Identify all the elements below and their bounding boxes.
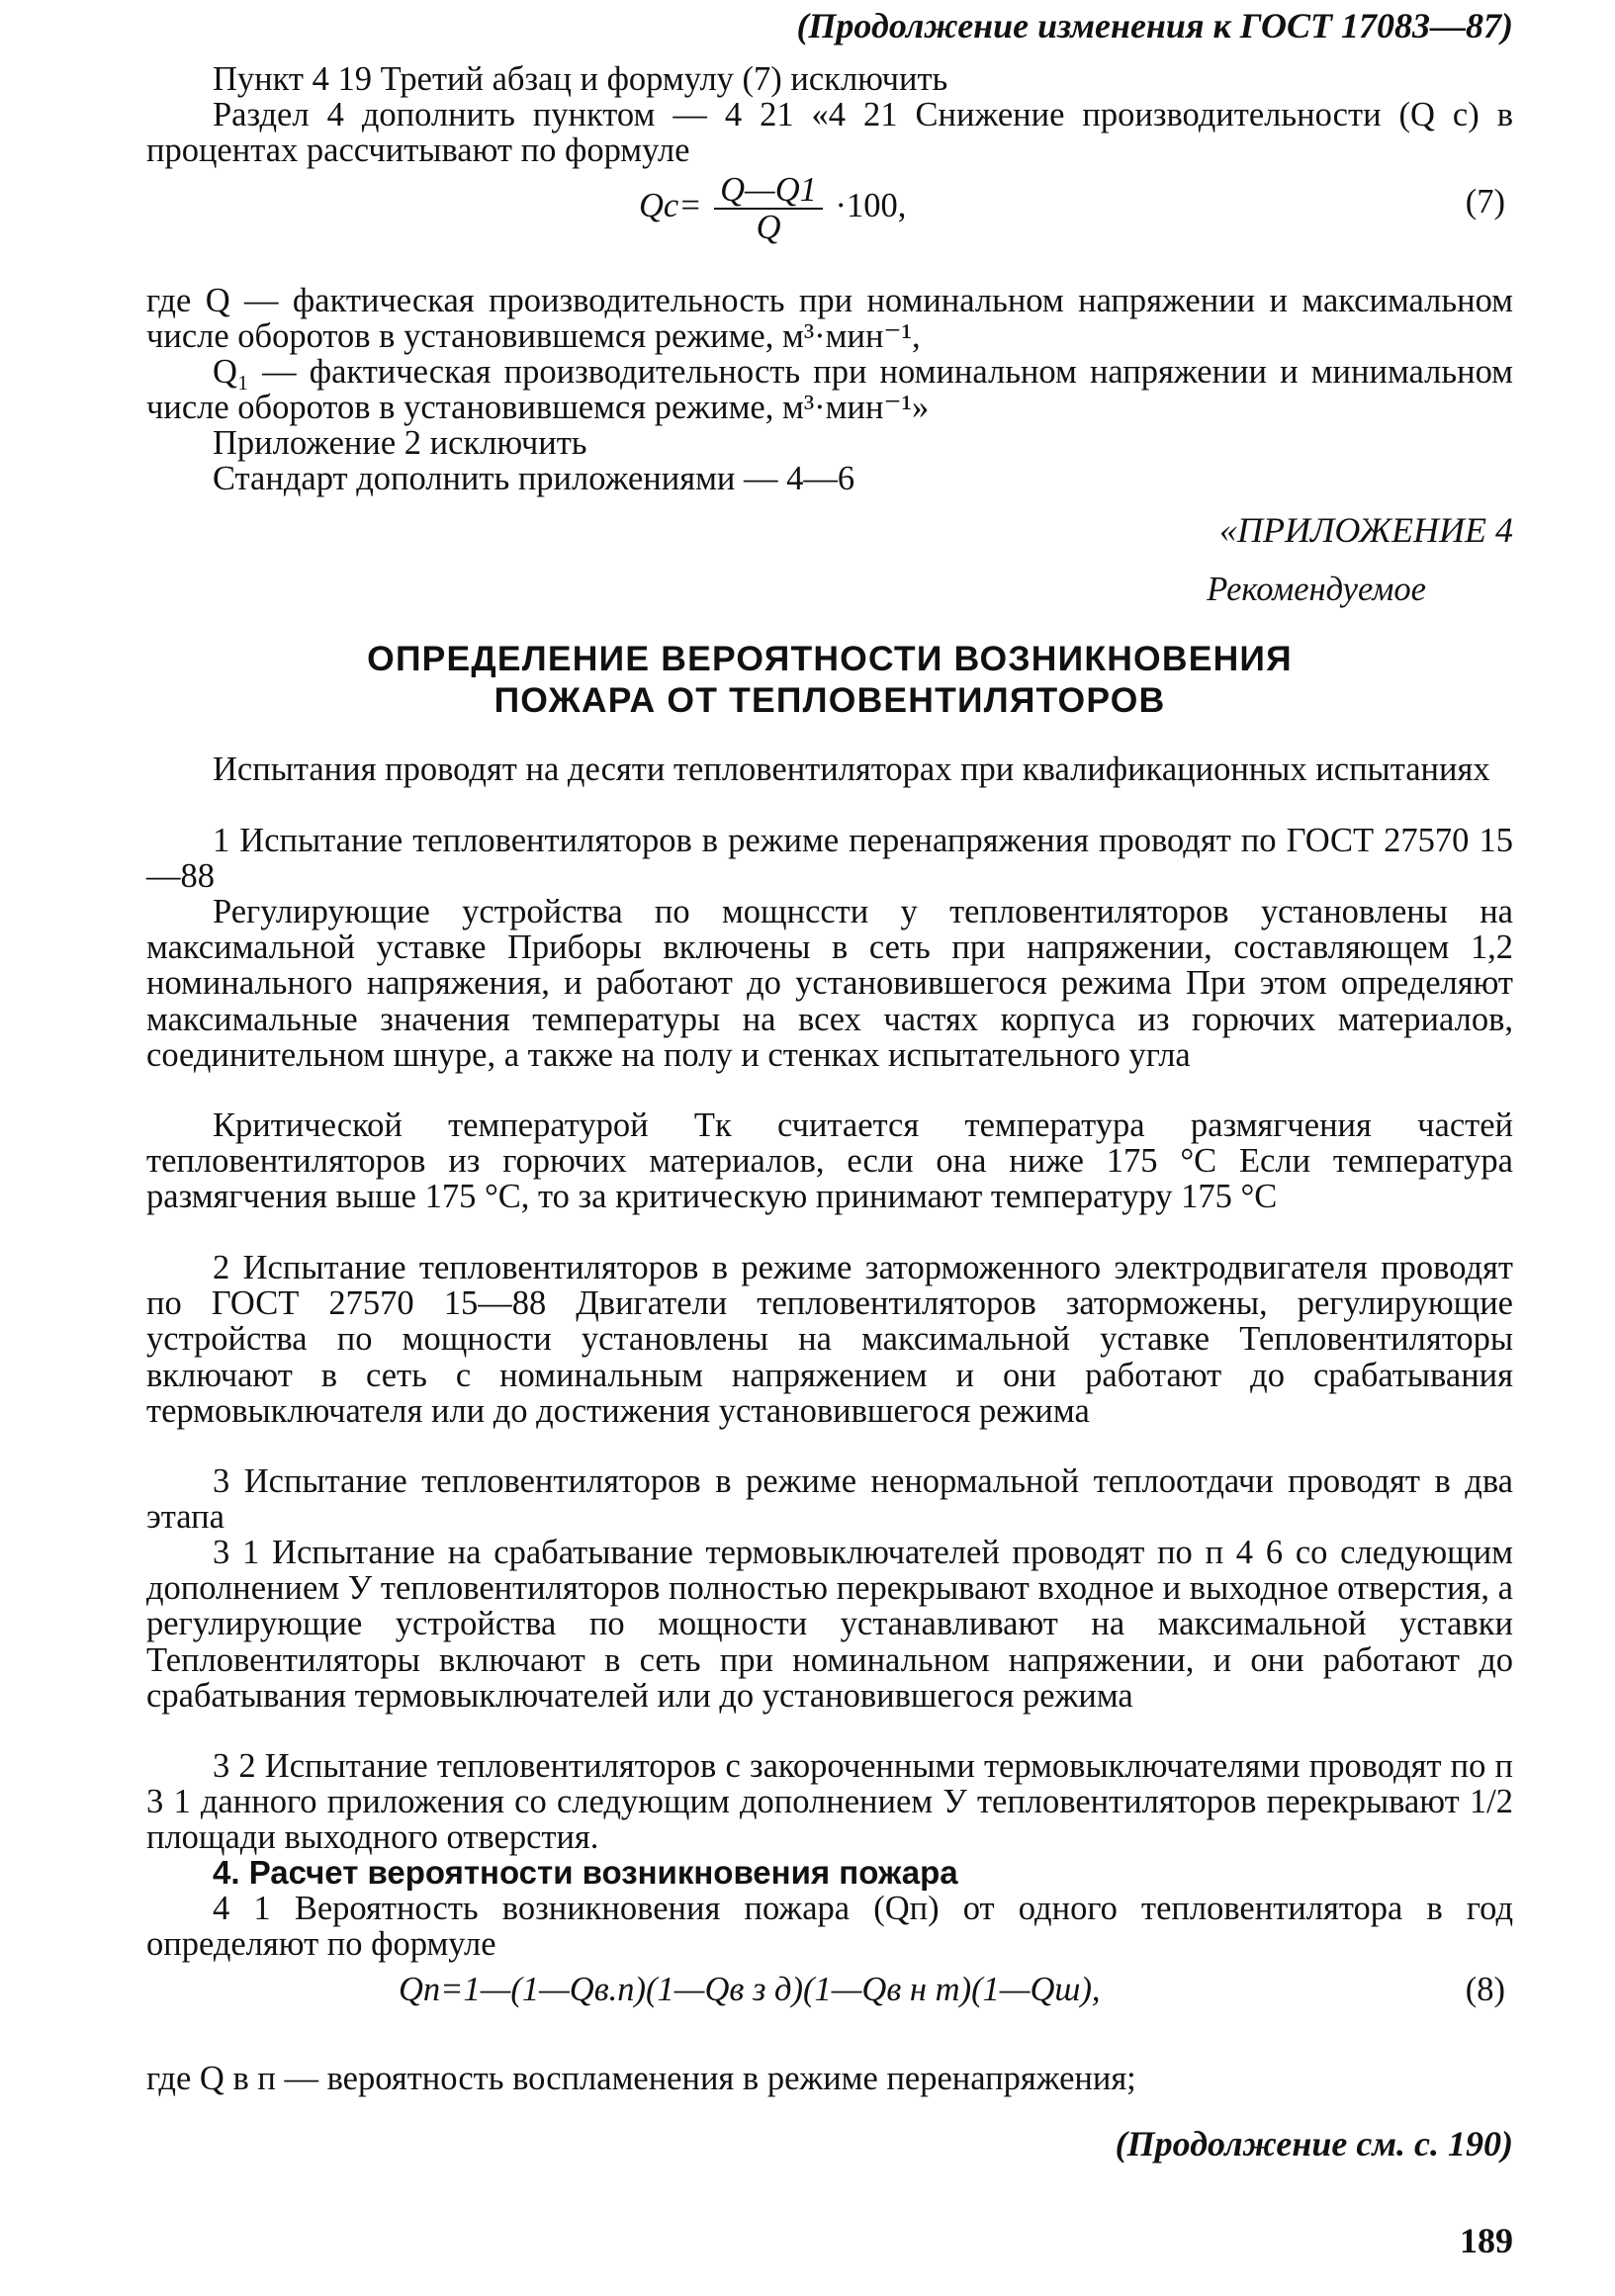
paragraph-item-3: 3 Испытание тепловентиляторов в режиме ненормальной теплоотдачи проводят в два этапа <box>146 1462 1513 1537</box>
appendix-status: Рекомендуемое <box>1207 571 1426 608</box>
paragraph-intro: Испытания проводят на десяти тепловентиляторах при квалификационных испытаниях <box>213 751 1490 788</box>
appendix-label: «ПРИЛОЖЕНИЕ 4 <box>1219 510 1513 550</box>
paragraph-regulators: Регулирующие устройства по мощнссти у тепловентиляторов установлены на максимальной уставке Приборы включены в сеть при напряжении, составляющем 1,2 номинального напряжения, и работают до установившегося режима При этом определяют максимальные значения температуры на всех частях корпуса из горючих материалов, соединительном шнуре, а также на полу и стенках испытательного угла <box>146 893 1513 1074</box>
paragraph-critical-temperature: Критической температурой Tк считается температура размягчения частей тепловентиляторов из горючих материалов, если она ниже 175 °С Если температура размягчения выше 175 °С, то за критическую принимают температуру 175 °С <box>146 1106 1513 1216</box>
formula-8-expression: Qп=1—(1—Qв.п)(1—Qв з д)(1—Qв н т)(1—Qш), <box>399 1971 1101 2008</box>
paragraph-item-3-1: 3 1 Испытание на срабатывание термовыключателей проводят по п 4 6 со следующим дополнением У тепловентиляторов полностью перекрывают входное и выходное отверстия, а регулирующие устройства по мощности устанавливают на максимальной уставки Тепловентиляторы включают в сеть при номинальном напряжении, и они работают до срабатывания термовыключателей или до установившегося режима <box>146 1534 1513 1715</box>
paragraph-section-4-addition: Раздел 4 дополнить пунктом — 4 21 «4 21 Снижение производительности (Q c) в процентах рассчитывают по формуле <box>146 96 1513 170</box>
paragraph-add-appendices: Стандарт дополнить приложениями — 4—6 <box>213 460 855 497</box>
paragraph-appendix-2-removed: Приложение 2 исключить <box>213 424 587 462</box>
paragraph-where-q: где Q — фактическая производительность при номинальном напряжении и максимальном числе оборотов в установившемся режиме, м³·мин⁻¹, <box>146 282 1513 356</box>
formula-7-fraction <box>714 171 823 246</box>
paragraph-item-2: 2 Испытание тепловентиляторов в режиме заторможенного электродвигателя проводят по ГОСТ 27570 15—88 Двигатели тепловентиляторов заторможены, регулирующие устройства по мощности установлены на максимальной уставке Тепловентиляторы включают в сеть с номинальным напряжением и они работают до срабатывания термовыключателя или до достижения установившегося режима <box>146 1249 1513 1430</box>
formula-7-denominator: Q <box>756 209 781 246</box>
paragraph-item-4-1: 4 1 Вероятность возникновения пожара (Qп) от одного тепловентилятора в год определяют по формуле <box>146 1890 1513 1964</box>
paragraph-where-qvp: где Q в п — вероятность воспламенения в режиме перенапряжения; <box>146 2060 1136 2097</box>
continuation-header: (Продолжение изменения к ГОСТ 17083—87) <box>796 6 1513 45</box>
appendix-title-line-1: ОПРЕДЕЛЕНИЕ ВЕРОЯТНОСТИ ВОЗНИКНОВЕНИЯ <box>367 639 1293 678</box>
formula-7-lhs: Qc= <box>639 186 702 224</box>
paragraph-clause-4-19: Пункт 4 19 Третий абзац и формулу (7) исключить <box>213 60 948 98</box>
page-number: 189 <box>1460 2221 1513 2260</box>
paragraph-item-3-2: 3 2 Испытание тепловентиляторов с закороченными термовыключателями проводят по п 3 1 данного приложения со следующим дополнением У тепловентиляторов перекрывают 1/2 площади выходного отверстия. <box>146 1747 1513 1857</box>
appendix-title-line-2: ПОЖАРА ОТ ТЕПЛОВЕНТИЛЯТОРОВ <box>493 680 1166 720</box>
formula-7-number: (7) <box>1465 183 1505 221</box>
section-heading-4: 4. Расчет вероятности возникновения пожара <box>213 1854 958 1891</box>
paragraph-item-1: 1 Испытание тепловентиляторов в режиме перенапряжения проводят по ГОСТ 27570 15—88 <box>146 822 1513 896</box>
formula-8-number: (8) <box>1465 1971 1505 2008</box>
continuation-footer: (Продолжение см. с. 190) <box>1115 2124 1513 2164</box>
formula-7-numerator: Q—Q1 <box>714 174 823 210</box>
paragraph-where-q1: Q₁ — фактическая производительность при номинальном напряжении и минимальном числе оборотов в установившемся режиме, м³·мин⁻¹» <box>146 353 1513 427</box>
formula-7-tail: ·100, <box>835 186 907 224</box>
